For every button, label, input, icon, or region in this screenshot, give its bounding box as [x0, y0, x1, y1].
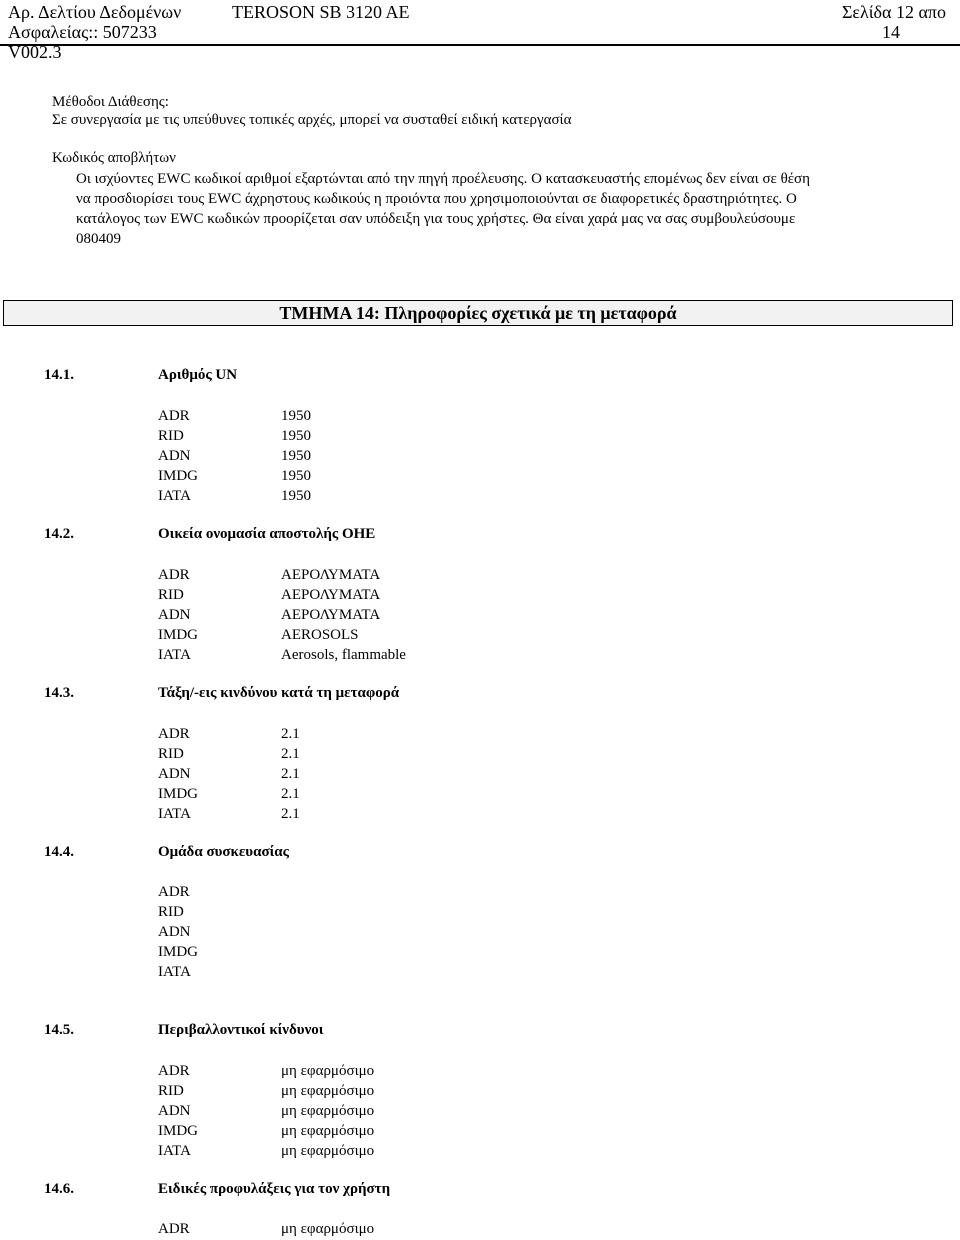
subsection-title-packing-group: Ομάδα συσκευασίας — [158, 844, 289, 860]
subsection-number-14-1: 14.1. — [44, 367, 74, 383]
waste-codes-heading: Κωδικός αποβλήτων — [52, 150, 176, 166]
transport-mode-label: IATA — [158, 806, 191, 822]
transport-mode-value: μη εφαρμόσιμο — [281, 1123, 375, 1139]
transport-mode-label: IATA — [158, 647, 191, 663]
transport-mode-value: 1950 — [281, 488, 311, 504]
transport-mode-value: μη εφαρμόσιμο — [281, 1103, 375, 1119]
transport-mode-value: ΑΕΡΟΛΥΜΑΤΑ — [281, 587, 381, 603]
transport-mode-value: 1950 — [281, 468, 311, 484]
subsection-number-14-6: 14.6. — [44, 1181, 74, 1197]
header-doc-number-label: Αρ. Δελτίου Δεδομένων — [8, 2, 182, 22]
transport-mode-label: ADR — [158, 1063, 190, 1079]
transport-mode-value: 1950 — [281, 408, 311, 424]
header-version: V002.3 — [8, 42, 62, 62]
subsection-title-shipping-name: Οικεία ονομασία αποστολής ΟΗΕ — [158, 526, 376, 542]
subsection-number-14-4: 14.4. — [44, 844, 74, 860]
subsection-title-special-precautions: Ειδικές προφυλάξεις για τον χρήστη — [158, 1181, 391, 1197]
transport-mode-value: 2.1 — [281, 786, 300, 802]
transport-mode-label: IMDG — [158, 944, 198, 960]
waste-codes-line-2: να προσδιορίσει τους EWC άχρηστους κωδικούς η προιόντα που χρησιμοποιούνται σε διαφορετικές δραστηριότητες. Ο — [76, 191, 797, 207]
header-page-label: Σελίδα 12 απο — [841, 2, 946, 22]
transport-mode-value: 2.1 — [281, 746, 300, 762]
transport-mode-value: AEROSOLS — [281, 627, 359, 643]
transport-mode-label: IMDG — [158, 786, 198, 802]
transport-mode-label: RID — [158, 587, 184, 603]
transport-mode-label: ADR — [158, 1221, 190, 1237]
transport-mode-label: IATA — [158, 964, 191, 980]
header-divider — [0, 44, 960, 46]
transport-mode-value: ΑΕΡΟΛΥΜΑΤΑ — [281, 567, 381, 583]
transport-mode-label: IATA — [158, 1143, 191, 1159]
transport-mode-value: μη εφαρμόσιμο — [281, 1221, 375, 1237]
subsection-title-hazard-class: Τάξη/-εις κινδύνου κατά τη μεταφορά — [158, 685, 400, 701]
transport-mode-label: RID — [158, 1083, 184, 1099]
disposal-methods-heading: Μέθοδοι Διάθεσης: — [52, 94, 169, 110]
transport-mode-label: ADR — [158, 408, 190, 424]
transport-mode-label: ADN — [158, 766, 191, 782]
transport-mode-label: ADN — [158, 607, 191, 623]
subsection-number-14-3: 14.3. — [44, 685, 74, 701]
transport-mode-value: 1950 — [281, 448, 311, 464]
header-total-pages: 14 — [882, 22, 900, 42]
disposal-methods-text: Σε συνεργασία με τις υπεύθυνες τοπικές αρχές, μπορεί να συσταθεί ειδική κατεργασία — [52, 112, 572, 128]
section-14-banner — [3, 300, 953, 326]
transport-mode-label: RID — [158, 746, 184, 762]
transport-mode-label: ADR — [158, 726, 190, 742]
header-safety-label: Ασφαλείας:: 507233 — [8, 22, 157, 42]
transport-mode-label: ADR — [158, 884, 190, 900]
transport-mode-value: μη εφαρμόσιμο — [281, 1063, 375, 1079]
subsection-title-un-number: Αριθμός UN — [158, 367, 238, 383]
waste-codes-line-1: Οι ισχύοντες EWC κωδικοί αριθμοί εξαρτώνται από την πηγή προέλευσης. Ο κατασκευαστής επομένως δεν είναι σε θέση — [76, 171, 810, 187]
header-product-name: TEROSON SB 3120 AE — [232, 2, 410, 22]
transport-mode-value: ΑΕΡΟΛΥΜΑΤΑ — [281, 607, 381, 623]
transport-mode-label: ADN — [158, 924, 191, 940]
transport-mode-label: IATA — [158, 488, 191, 504]
subsection-title-environmental-hazards: Περιβαλλοντικοί κίνδυνοι — [158, 1022, 324, 1038]
transport-mode-label: RID — [158, 428, 184, 444]
transport-mode-value: 1950 — [281, 428, 311, 444]
transport-mode-label: ADN — [158, 448, 191, 464]
transport-mode-value: μη εφαρμόσιμο — [281, 1143, 375, 1159]
waste-codes-line-3: κατάλογος των EWC κωδικών προορίζεται σαν υπόδειξη για τους χρήστες. Θα είναι χαρά μας να σας συμβουλεύσουμε — [76, 211, 796, 227]
transport-mode-label: IMDG — [158, 468, 198, 484]
transport-mode-label: RID — [158, 904, 184, 920]
transport-mode-value: μη εφαρμόσιμο — [281, 1083, 375, 1099]
subsection-number-14-5: 14.5. — [44, 1022, 74, 1038]
transport-mode-value: 2.1 — [281, 806, 300, 822]
section-14-title: ΤΜΗΜΑ 14: Πληροφορίες σχετικά με τη μεταφορά — [279, 302, 677, 323]
transport-mode-value: Aerosols, flammable — [281, 647, 406, 663]
transport-mode-value: 2.1 — [281, 766, 300, 782]
transport-mode-label: ADR — [158, 567, 190, 583]
transport-mode-label: ADN — [158, 1103, 191, 1119]
transport-mode-label: IMDG — [158, 1123, 198, 1139]
transport-mode-label: IMDG — [158, 627, 198, 643]
transport-mode-value: 2.1 — [281, 726, 300, 742]
waste-code-number: 080409 — [76, 231, 121, 247]
subsection-number-14-2: 14.2. — [44, 526, 74, 542]
